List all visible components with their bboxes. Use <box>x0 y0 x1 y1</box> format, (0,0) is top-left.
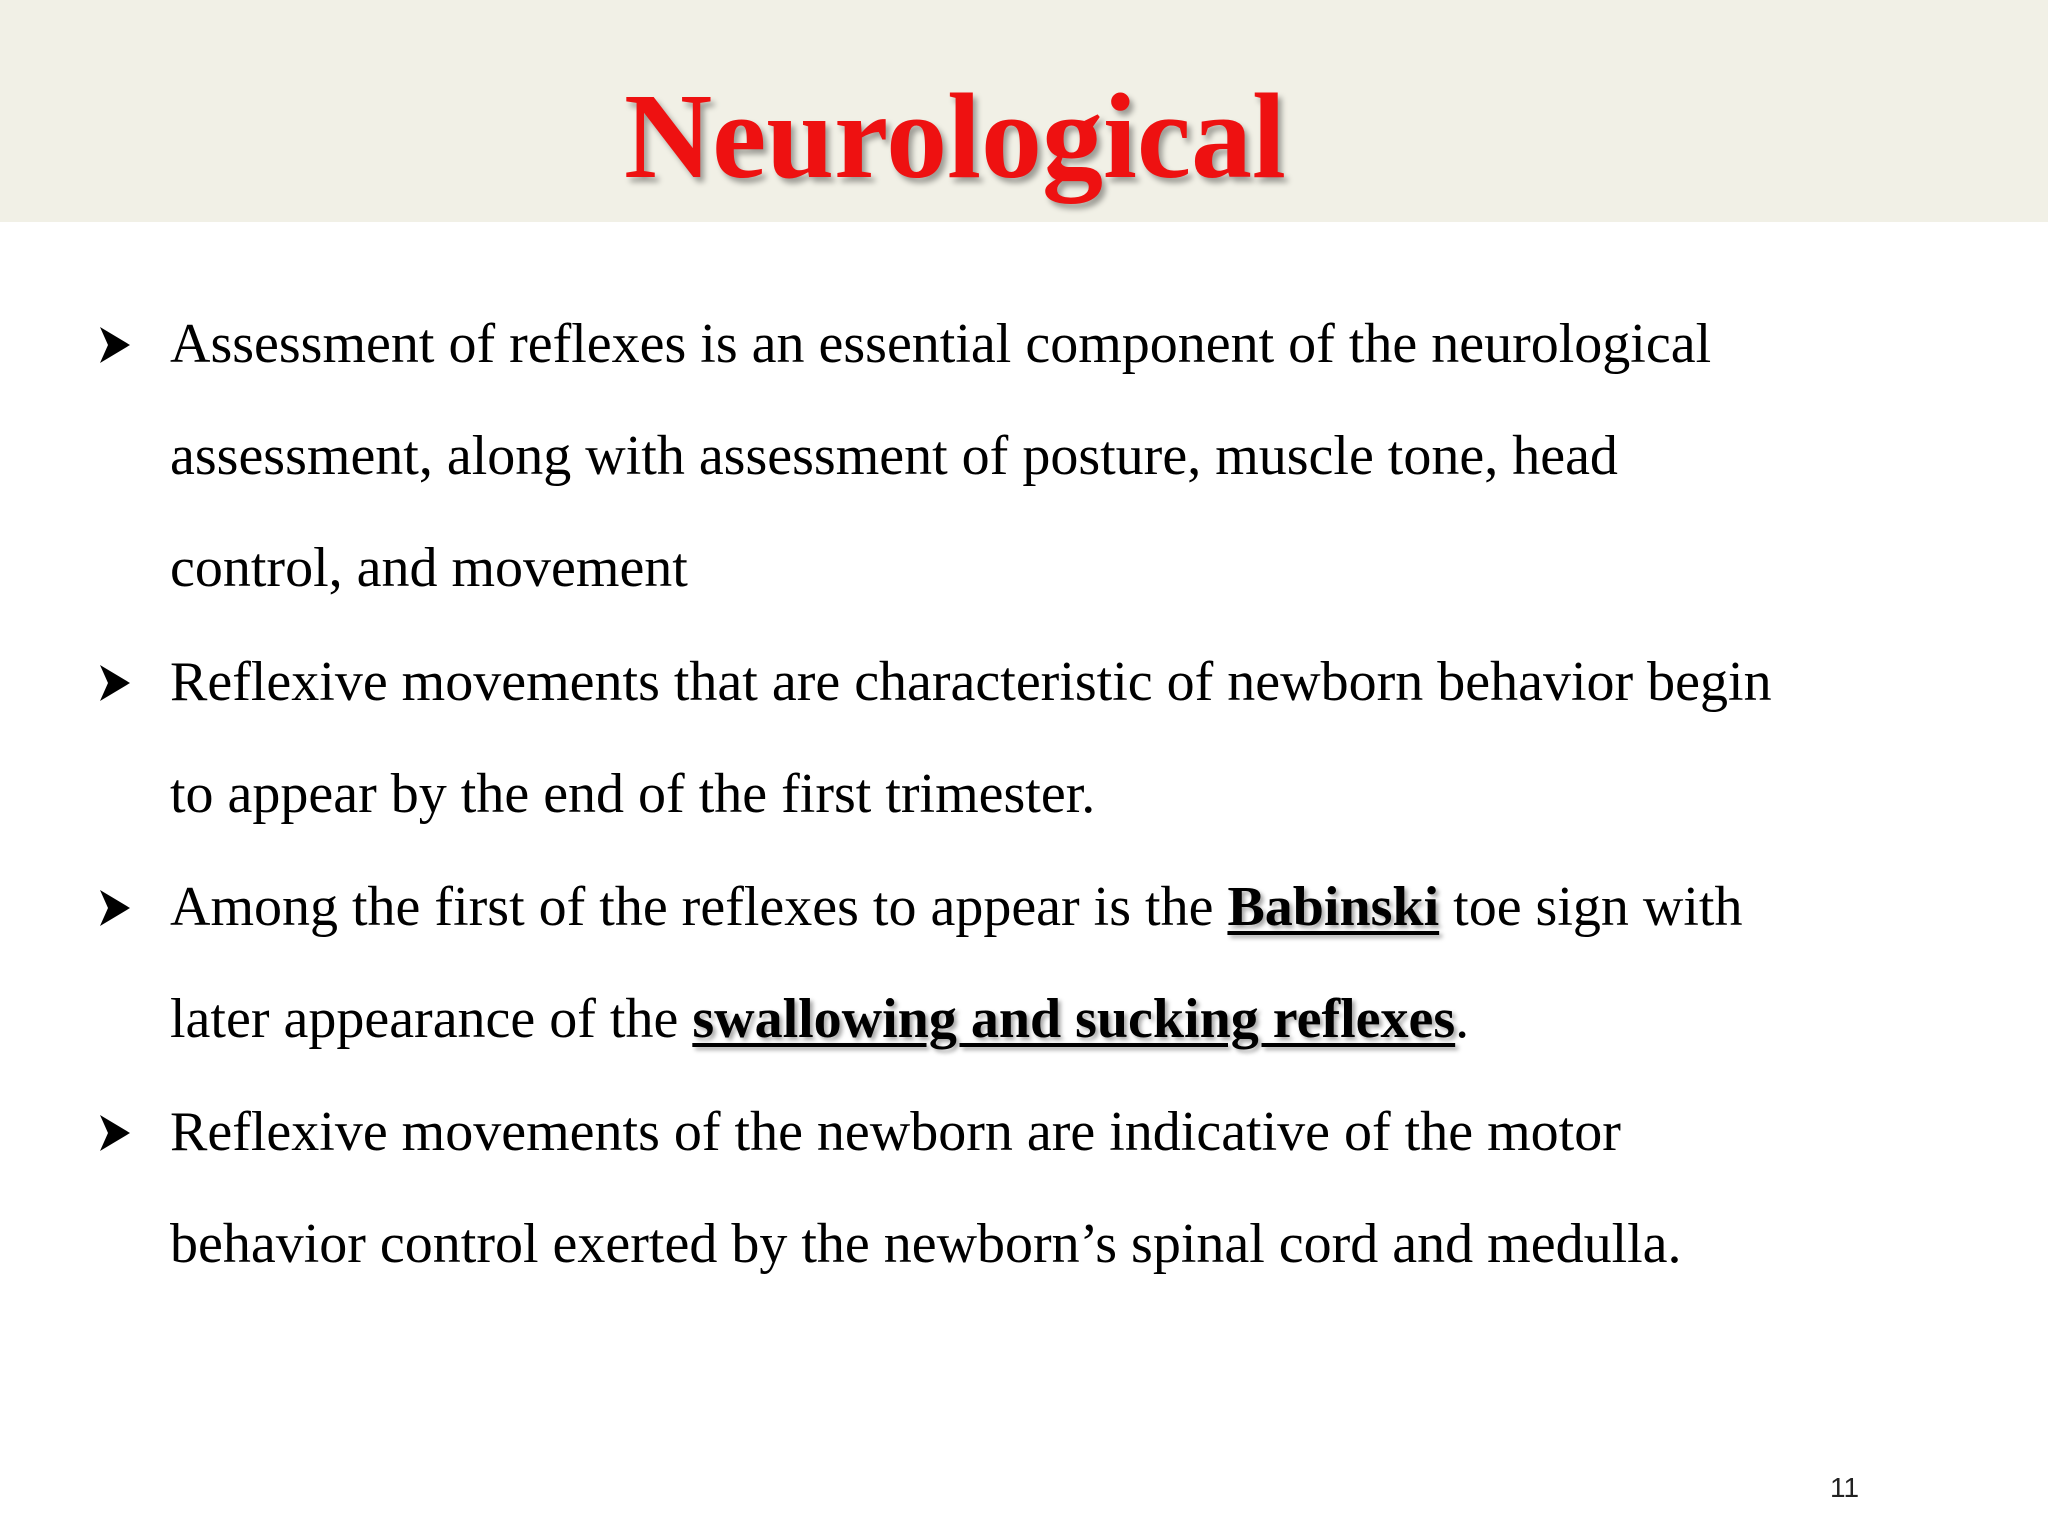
slide-number: 11 <box>1830 1472 1860 1503</box>
arrowhead-bullet-icon <box>98 1113 132 1153</box>
text-segment: later appearance of the <box>170 988 693 1050</box>
reflexes-emphasis: swallowing and sucking reflexes <box>692 988 1456 1050</box>
arrowhead-bullet-icon <box>98 325 132 365</box>
bullet-text-line <box>170 872 1742 942</box>
bullet-text-line: behavior control exerted by the newborn’s spinal cord and medulla. <box>170 1213 1682 1275</box>
bullet-text-line: to appear by the end of the first trimester. <box>170 763 1096 825</box>
bullet-text-line <box>170 984 1469 1054</box>
arrowhead-bullet-icon <box>98 663 132 703</box>
slide-title: Neurological <box>624 69 1286 204</box>
text-segment: . <box>1455 988 1470 1050</box>
bullet-text-line: Assessment of reflexes is an essential component of the neurological <box>170 313 1712 375</box>
bullet-text-line: Reflexive movements of the newborn are indicative of the motor <box>170 1101 1621 1163</box>
arrowhead-bullet-icon <box>98 888 132 928</box>
bullet-text-line: assessment, along with assessment of posture, muscle tone, head <box>170 425 1618 487</box>
bullet-text-line: Reflexive movements that are characteristic of newborn behavior begin <box>170 651 1772 713</box>
text-segment: Among the first of the reflexes to appear is the <box>170 876 1228 938</box>
babinski-emphasis: Babinski <box>1227 876 1440 938</box>
text-segment: toe sign with <box>1439 876 1743 938</box>
bullet-text-line: control, and movement <box>170 537 688 599</box>
